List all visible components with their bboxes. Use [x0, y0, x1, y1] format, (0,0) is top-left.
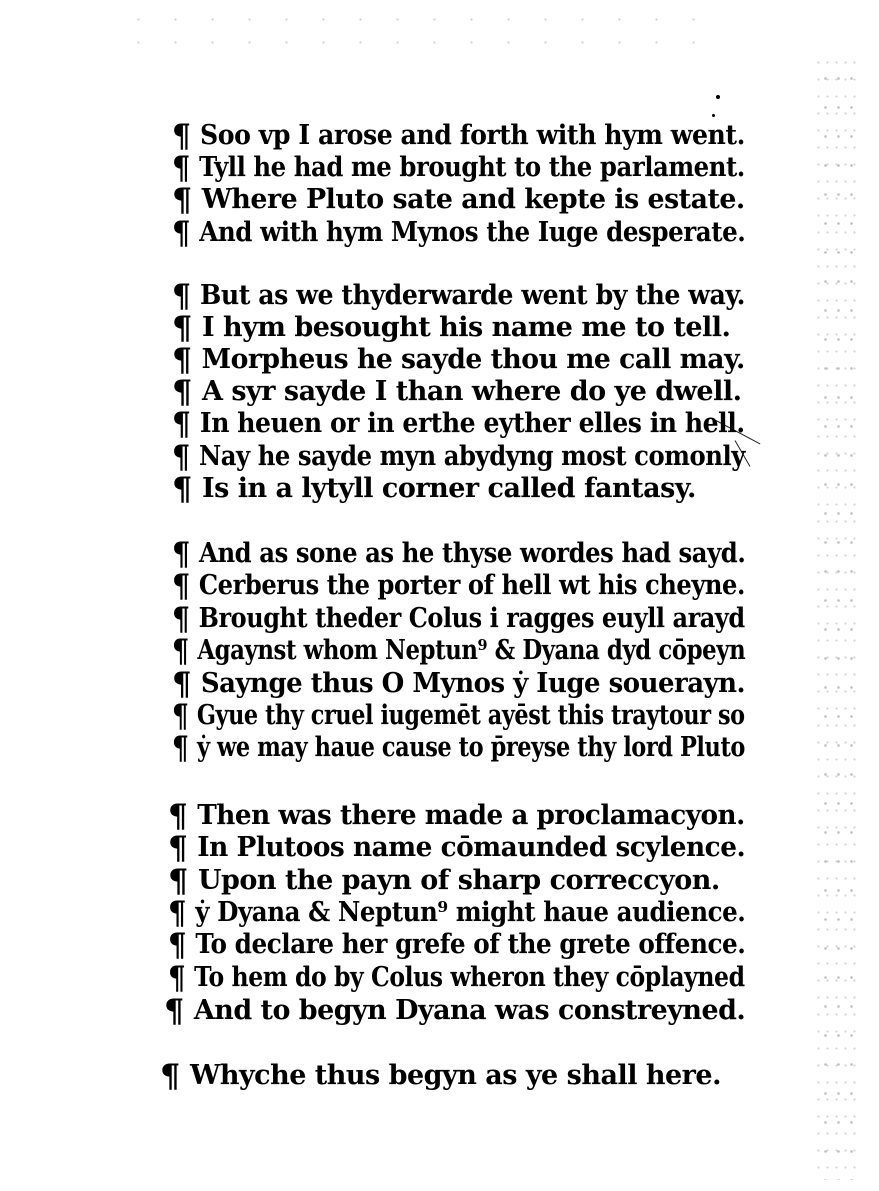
paragraph-mark: ¶	[172, 117, 191, 155]
verse-line	[172, 665, 746, 703]
verse-line-text: But as we thyderwarde went by the way.	[200, 280, 746, 311]
paragraph-mark: ¶	[172, 149, 190, 187]
verse-line	[172, 600, 745, 638]
verse-line-text: Soo vp I arose and forth with hym went.	[199, 120, 745, 151]
verse-line-text: And as sone as he thyse wordes had sayd.	[199, 538, 746, 569]
verse-line	[168, 959, 745, 997]
verse-line-text: Then was there made a proclamacyon.	[197, 800, 745, 831]
paragraph-mark: ¶	[172, 470, 192, 508]
verse-line-text: ẏ Dyana & Neptun⁹ might haue audience.	[195, 897, 746, 928]
verse-line-text: To hem do by Colus wheron they cōplayned	[194, 962, 745, 993]
verse-line	[172, 438, 745, 476]
verse-line	[172, 567, 745, 605]
paragraph-mark: ¶	[172, 309, 192, 347]
paragraph-mark: ¶	[164, 992, 184, 1030]
verse-line-text: A syr sayde I than where do ye dwell.	[202, 376, 742, 407]
verse-line	[172, 405, 745, 443]
verse-line	[172, 470, 696, 508]
verse-line	[172, 373, 742, 411]
verse-line	[172, 309, 731, 347]
paragraph-mark: ¶	[172, 632, 189, 670]
paragraph-mark: ¶	[172, 214, 191, 252]
paragraph-mark: ¶	[168, 959, 186, 997]
paragraph-mark: ¶	[160, 1057, 180, 1095]
verse-line-text: Brought theder Colus i ragges euyll arayd	[198, 603, 745, 634]
verse-line-text: Morpheus he sayde thou me call may.	[201, 344, 745, 375]
verse-line	[160, 1057, 721, 1095]
verse-line	[172, 181, 745, 219]
verse-line-text: Whyche thus begyn as ye shall here.	[190, 1060, 721, 1091]
verse-line-text: Nay he sayde myn abydyng most comonly	[198, 441, 745, 472]
paragraph-mark: ¶	[172, 665, 192, 703]
verse-line-text: In Plutoos name cōmaunded scylence.	[197, 832, 746, 863]
paragraph-mark: ¶	[168, 862, 188, 900]
verse-line-text: Upon the payn of sharp correccyon.	[198, 865, 720, 896]
verse-line-text: I hym besought his name me to tell.	[202, 312, 731, 343]
paragraph-mark: ¶	[168, 797, 188, 835]
paragraph-mark: ¶	[172, 405, 191, 443]
paragraph-mark: ¶	[172, 277, 191, 315]
verse-line	[168, 862, 720, 900]
verse-line	[168, 926, 746, 964]
verse-line-text: Cerberus the porter of hell wt his cheyne.	[198, 570, 745, 601]
paragraph-mark: ¶	[172, 341, 192, 379]
paragraph-mark: ¶	[172, 373, 192, 411]
verse-line-text: Is in a lytyll corner called fantasy.	[202, 473, 696, 504]
paragraph-mark: ¶	[172, 729, 189, 767]
verse-line	[172, 117, 745, 155]
verse-line-text: And to begyn Dyana was constreyned.	[193, 995, 746, 1026]
verse-line	[172, 697, 745, 735]
verse-line-text: To declare her grefe of the grete offence.	[195, 929, 746, 960]
verse-line	[164, 992, 746, 1030]
paragraph-mark: ¶	[172, 697, 189, 735]
verse-line-text: ẏ we may haue cause to p̄reyse thy lord Pluto	[196, 732, 745, 763]
verse-line	[172, 535, 746, 573]
verse-line-text: Tyll he had me brought to the parlament.	[199, 152, 745, 183]
paragraph-mark: ¶	[168, 894, 187, 932]
verse-line	[172, 341, 745, 379]
verse-line-text: Saynge thus O Mynos ẏ Iuge souerayn.	[200, 668, 746, 699]
verse-line	[168, 894, 746, 932]
paragraph-mark: ¶	[168, 926, 187, 964]
paragraph-mark: ¶	[172, 181, 192, 219]
verse-line	[172, 632, 746, 670]
verse-line	[172, 277, 746, 315]
paragraph-mark: ¶	[172, 438, 190, 476]
paragraph-mark: ¶	[172, 535, 190, 573]
verse-line-text: And with hym Mynos the Iuge desperate.	[199, 217, 746, 248]
verse-line	[168, 829, 746, 867]
verse-line	[172, 214, 746, 252]
paragraph-mark: ¶	[168, 829, 188, 867]
paragraph-mark: ¶	[172, 567, 190, 605]
verse-line-text: In heuen or in erthe eyther elles in hell.	[199, 408, 745, 439]
verse-line-text: Gyue thy cruel iugemēt ayēst this traytour so	[196, 700, 745, 731]
verse-line	[172, 149, 745, 187]
verse-line-text: Agaynst whom Neptun⁹ & Dyana dyd cōpeyn	[197, 635, 746, 666]
verse-line-text: Where Pluto sate and kepte is estate.	[201, 184, 745, 215]
paragraph-mark: ¶	[172, 600, 190, 638]
verse-line	[172, 729, 745, 767]
verse-line	[168, 797, 745, 835]
